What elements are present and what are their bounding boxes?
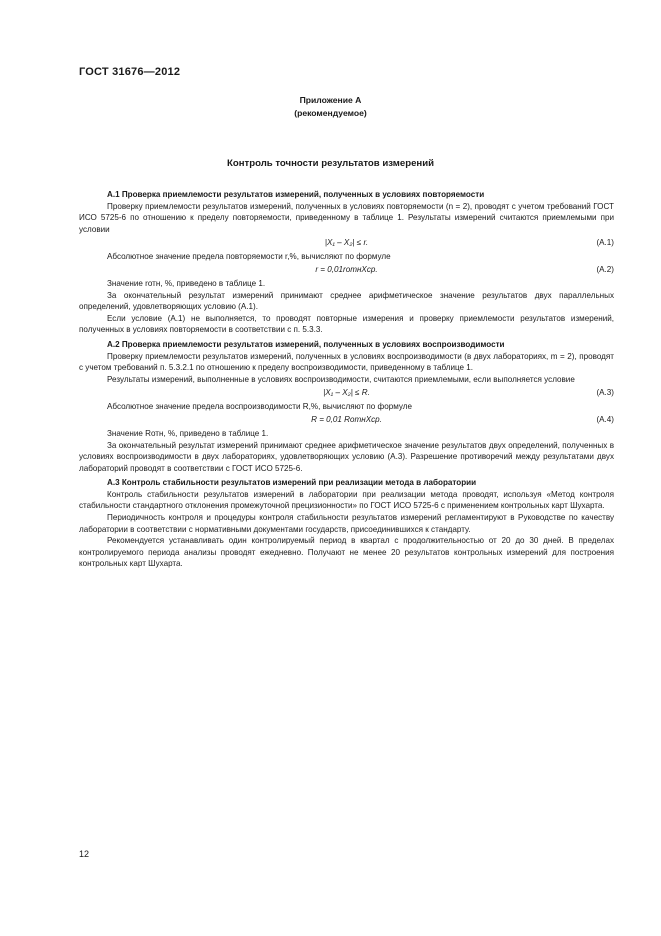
formula-a1 <box>79 237 614 249</box>
formula-a2 <box>79 264 614 276</box>
formula-number: (А.1) <box>596 237 614 247</box>
document-title: Контроль точности результатов измерений <box>227 158 434 169</box>
document-body <box>79 186 614 570</box>
paragraph: Проверку приемлемости результатов измерений, полученных в условиях воспроизводимости (в двух лабораториях, m = 2), проводят с учетом требований п. 5.3.2.1 по отношению к пределу воспроизводимости, приведенному в таблице 1. <box>79 351 614 373</box>
formula-expression: |X₁ – X₂| ≤ r. <box>324 237 369 247</box>
paragraph: Контроль стабильности результатов измерений в лаборатории при реализации метода проводят, используя «Метод контроля стабильности стандартного отклонения промежуточной прецизионности» по ГОСТ ИСО 5725-6 с применением контрольных карт Шухарта. <box>79 489 614 511</box>
section-heading-a3: А.3 Контроль стабильности результатов измерений при реализации метода в лаборатории <box>107 478 477 488</box>
paragraph: Если условие (А.1) не выполняется, то проводят повторные измерения и проверку приемлемости результатов измерений, полученных в условиях повторяемости в соответствии с п. 5.3.3. <box>79 313 614 335</box>
paragraph: Абсолютное значение предела повторяемости r,%, вычисляют по формуле <box>107 251 391 261</box>
formula-a4 <box>79 414 614 426</box>
paragraph: За окончательный результат измерений принимают среднее арифметическое значение результатов двух параллельных определений, удовлетворяющих условию (А.1). <box>79 290 614 312</box>
appendix-status: (рекомендуемое) <box>294 108 367 118</box>
section-heading-a1: А.1 Проверка приемлемости результатов измерений, полученных в условиях повторяемости <box>107 190 485 199</box>
page-number: 12 <box>79 849 90 859</box>
paragraph: Рекомендуется устанавливать один контролируемый период в квартал с продолжительностью от 20 до 30 дней. В пределах контролируемого периода анализы проводят ежедневно. Получают не менее 20 результатов контрольных измерений для построения контрольных карт Шухарта. <box>79 536 614 569</box>
formula-expression: r = 0,01rотнXср. <box>315 264 378 274</box>
section-heading-a2: А.2 Проверка приемлемости результатов измерений, полученных в условиях воспроизводимости <box>107 339 505 349</box>
formula-expression: R = 0,01 RотнXср. <box>311 414 382 424</box>
formula-number: (А.3) <box>596 387 614 397</box>
formula-number: (А.4) <box>596 414 614 424</box>
formula-number: (А.2) <box>596 264 614 274</box>
document-header: ГОСТ 31676—2012 <box>79 66 181 78</box>
paragraph: Абсолютное значение предела воспроизводимости R,%, вычисляют по формуле <box>107 401 412 411</box>
paragraph: Значение rотн, %, приведено в таблице 1. <box>107 278 266 288</box>
formula-a3 <box>79 387 614 399</box>
paragraph: Результаты измерений, выполненные в условиях воспроизводимости, считаются приемлемыми, если выполняется условие <box>107 374 575 384</box>
paragraph: Значение Rотн, %, приведено в таблице 1. <box>107 428 269 438</box>
appendix-title: Приложение А <box>299 95 362 105</box>
paragraph: Проверку приемлемости результатов измерений, полученных в условиях повторяемости (n = 2), проводят с учетом требований ГОСТ ИСО 5725-6 по отношению к пределу повторяемости, приведенному в таблице 1. Результаты измерений считаются приемлемыми при условии <box>79 201 614 234</box>
paragraph: Периодичность контроля и процедуры контроля стабильности результатов измерений регламентируют в Руководстве по качеству лаборатории в соответствии с нормативными документами государств, присоединившихся к стандарту. <box>79 513 614 534</box>
formula-expression: |X₁ – X₂| ≤ R. <box>323 387 370 397</box>
paragraph: За окончательный результат измерений принимают среднее арифметическое значение результатов двух определений, полученных в условиях воспроизводимости в двух лабораториях, удовлетворяющих условию (А.3). Разрешение противоречий между результатами двух лабораторий проводят в соответствии с ГОСТ ИСО 5725-6. <box>79 440 614 473</box>
